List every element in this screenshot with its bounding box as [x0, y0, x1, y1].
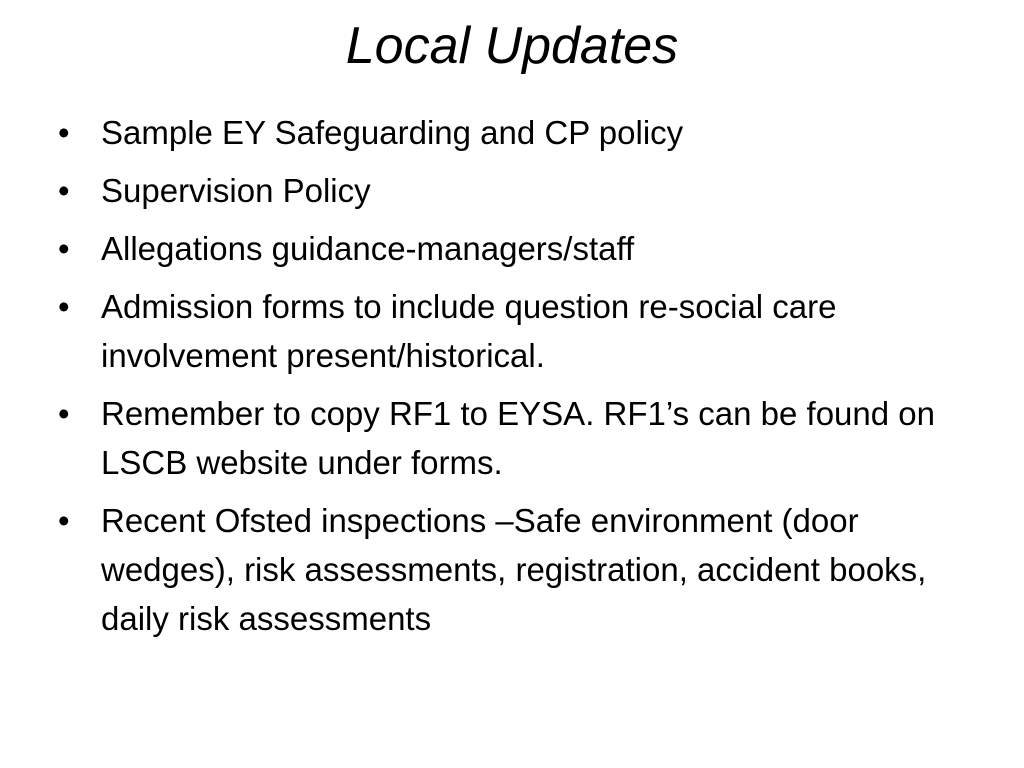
slide-title: Local Updates: [345, 17, 679, 75]
bullet-text: Allegations guidance-managers/staff: [101, 230, 635, 267]
bullet-text: Remember to copy RF1 to EYSA. RF1’s can be found on LSCB website under forms.: [101, 395, 935, 481]
bullet-icon: •: [58, 230, 70, 267]
bullet-icon: •: [58, 395, 70, 432]
bullet-item: [58, 166, 958, 215]
bullet-icon: •: [58, 172, 70, 209]
bullet-icon: •: [58, 114, 70, 151]
bullet-icon: •: [58, 288, 70, 325]
bullet-item: [58, 224, 958, 273]
bullet-item: [58, 496, 958, 643]
bullet-text: Recent Ofsted inspections –Safe environment (door wedges), risk assessments, registration, accident books, daily risk assessments: [101, 502, 927, 637]
bullet-item: [58, 282, 958, 380]
bullet-text: Admission forms to include question re-social care involvement present/historical.: [101, 288, 837, 374]
bullet-text: Sample EY Safeguarding and CP policy: [101, 114, 684, 151]
bullet-item: [58, 389, 958, 487]
bullet-icon: •: [58, 502, 70, 539]
bullet-item: [58, 108, 958, 157]
bullet-list: [58, 108, 958, 652]
bullet-text: Supervision Policy: [101, 172, 371, 209]
